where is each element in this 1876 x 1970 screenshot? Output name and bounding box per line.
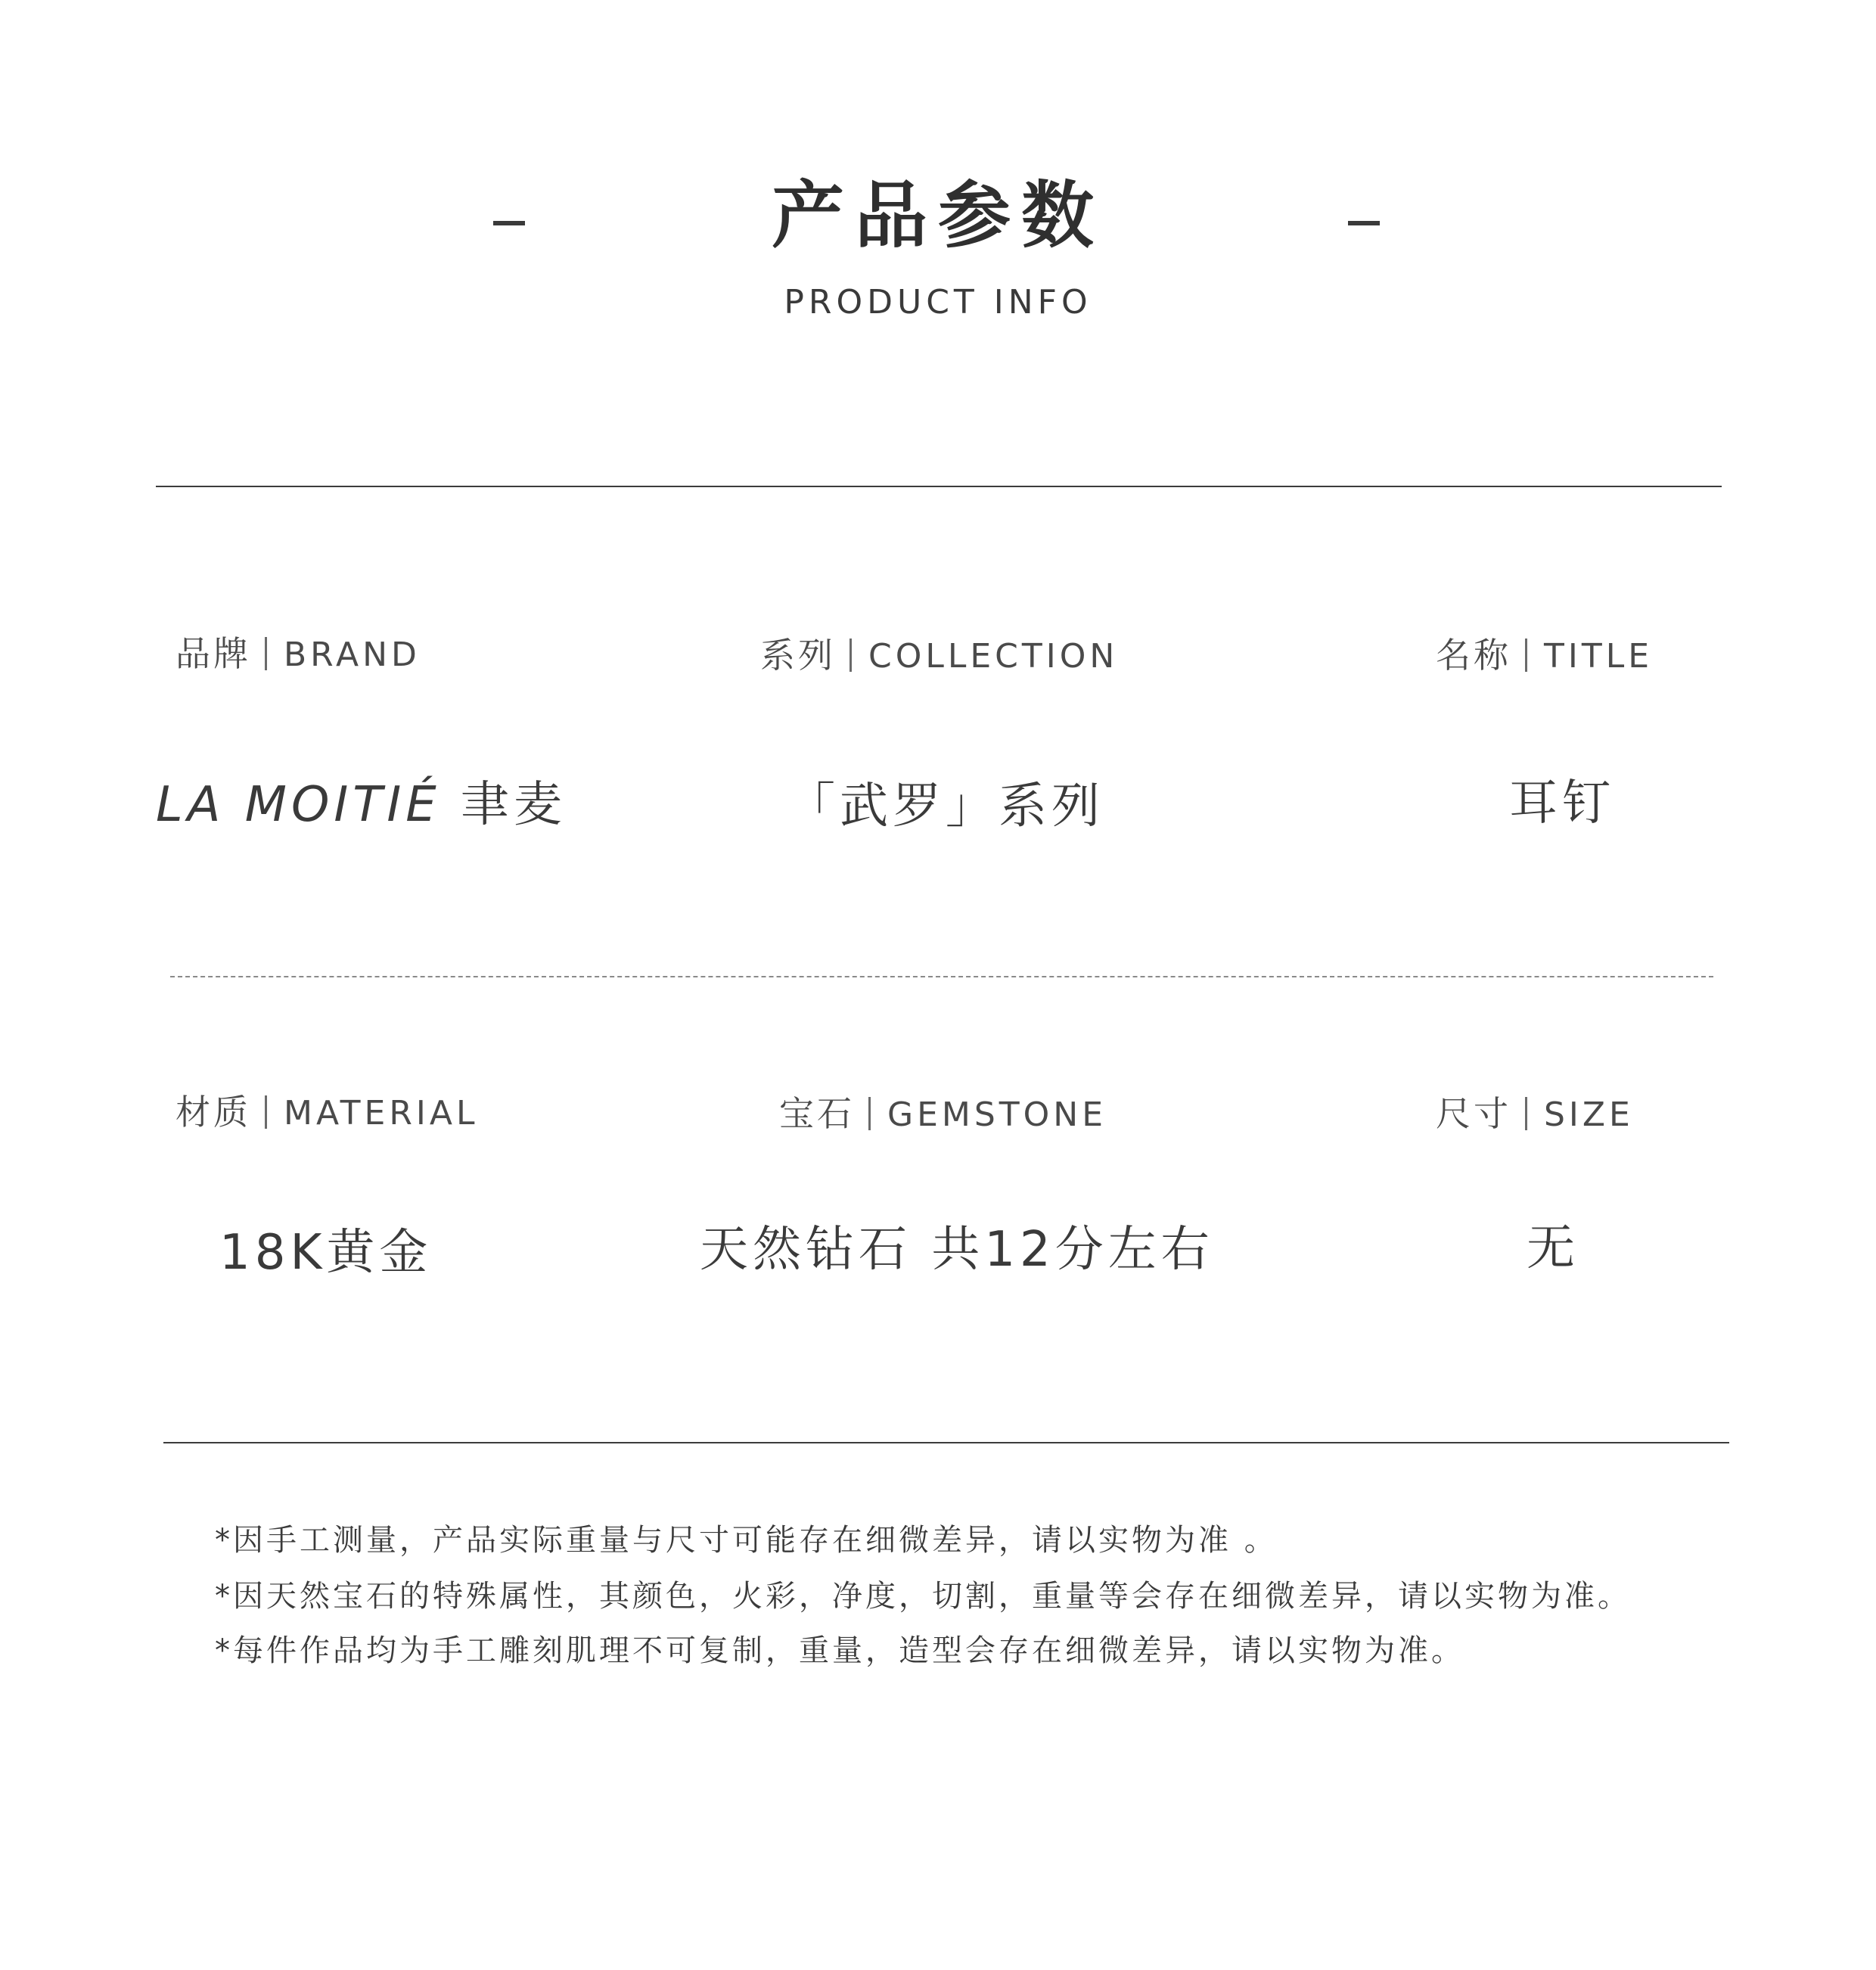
material-label-zh: 材质: [175, 1092, 251, 1133]
material-label-en: MATERIAL: [284, 1094, 479, 1133]
separator-bar: [1525, 1097, 1527, 1130]
gemstone-label-zh: 宝石: [779, 1093, 855, 1134]
title-label-zh: 名称: [1436, 635, 1511, 676]
collection-label: [760, 632, 1118, 679]
collection-value: 「武罗」系列: [787, 778, 1104, 834]
separator-bar: [868, 1097, 871, 1130]
gemstone-label-en: GEMSTONE: [887, 1095, 1107, 1134]
size-value: 无: [1527, 1220, 1579, 1276]
brand-label: [175, 631, 421, 678]
disclaimer-note-3: *每件作品均为手工雕刻肌理不可复制，重量，造型会存在细微差异，请以实物为准。: [215, 1633, 1464, 1668]
gemstone-value: 天然钻石 共12分左右: [700, 1222, 1214, 1278]
gemstone-label: [779, 1091, 1107, 1138]
material-value: 18K黄金: [219, 1225, 433, 1281]
brand-value: [156, 775, 567, 835]
separator-bar: [1525, 639, 1527, 672]
disclaimer-note-1: *因手工测量，产品实际重量与尺寸可能存在细微差异，请以实物为准 。: [215, 1523, 1278, 1558]
brand-value-en: LA MOITIÉ: [156, 777, 441, 833]
disclaimer-note-2: *因天然宝石的特殊属性，其颜色，火彩，净度，切割，重量等会存在细微差异，请以实物为准。: [215, 1579, 1631, 1614]
size-label-zh: 尺寸: [1436, 1093, 1511, 1134]
separator-bar: [265, 637, 267, 670]
middle-dashed-divider: [170, 976, 1713, 977]
title-label-en: TITLE: [1544, 637, 1654, 676]
brand-value-zh: 聿麦: [461, 777, 567, 833]
separator-bar: [265, 1095, 267, 1129]
title-value: 耳钉: [1509, 775, 1615, 831]
page-subtitle: PRODUCT INFO: [784, 283, 1092, 322]
collection-label-zh: 系列: [760, 635, 836, 676]
separator-bar: [849, 639, 852, 672]
size-label-en: SIZE: [1544, 1095, 1634, 1134]
brand-label-en: BRAND: [284, 635, 421, 674]
title-right-dash: [1348, 221, 1380, 225]
bottom-divider: [163, 1442, 1729, 1443]
page-title: 产品参数: [772, 172, 1104, 258]
material-label: [175, 1089, 479, 1136]
size-label: [1436, 1091, 1634, 1138]
title-label: [1436, 632, 1653, 679]
top-divider: [156, 486, 1722, 487]
brand-label-zh: 品牌: [175, 633, 251, 674]
collection-label-en: COLLECTION: [868, 637, 1119, 676]
